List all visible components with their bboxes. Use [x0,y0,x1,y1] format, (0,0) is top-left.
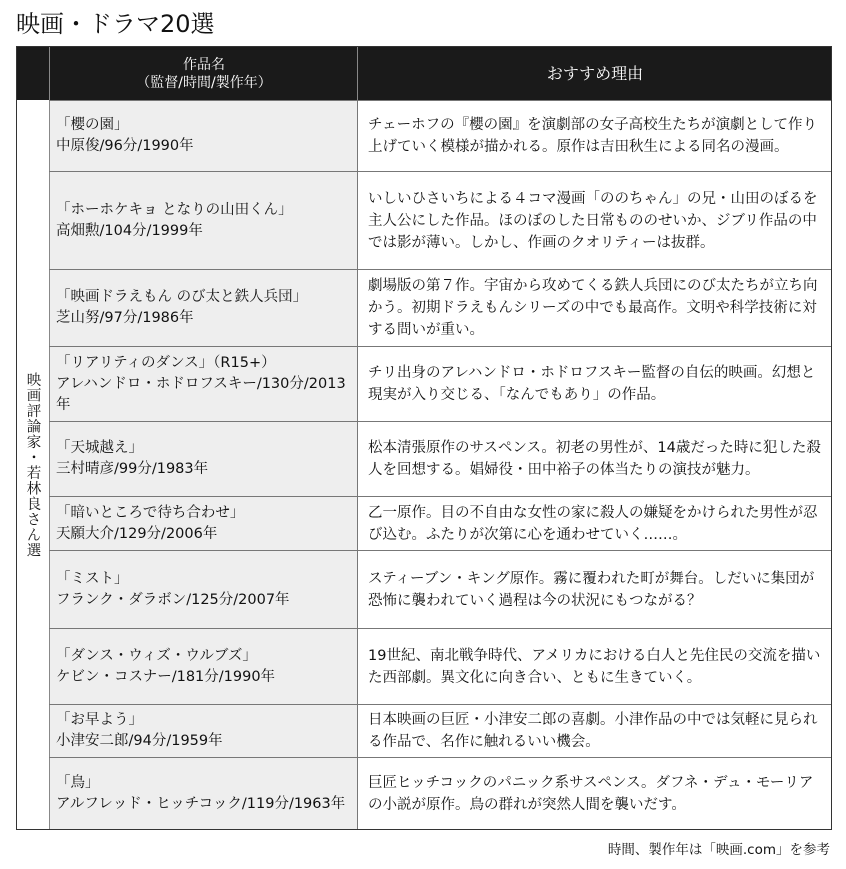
title-cell [49,270,357,346]
footnote: 時間、製作年は「映画.com」を参考 [607,842,830,858]
movie-info: 高畑勲/104分/1999年 [56,222,203,239]
table-row [49,550,831,628]
title-cell [49,551,357,628]
title-cell [49,347,357,421]
movie-info: アルフレッド・ヒッチコック/119分/1963年 [56,795,346,812]
movie-reason: 19世紀、南北戦争時代、アメリカにおける白人と先住民の交流を描いた西部劇。異文化に向き合い、ともに生きていく。 [368,647,821,686]
movie-title: 「ホーホケキョ となりの山田くん」 [56,201,293,218]
table-row [49,171,831,269]
title-cell [49,497,357,550]
movie-reason: 巨匠ヒッチコックのパニック系サスペンス。ダフネ・デュ・モーリアの小説が原作。鳥の群れが突然人間を襲いだす。 [368,774,814,813]
movie-info: アレハンドロ・ホドロフスキー/130分/2013年 [56,375,346,413]
table-row [49,100,831,171]
movie-reason: 松本清張原作のサスペンス。初老の男性が、14歳だった時に犯した殺人を回想する。娼婦役・田中裕子の体当たりの演技が魅力。 [368,440,821,478]
movie-reason: いしいひさいちによる４コマ漫画「ののちゃん」の兄・山田のぼるを主人公にした作品。ほのぼのした日常もののせいか、ジブリ作品の中では影が薄い。しかし、作画のクオリティーは抜群。 [368,190,818,251]
reason-cell [357,551,831,628]
movie-table [16,46,832,830]
table-row [49,421,831,496]
title-cell [49,758,357,829]
movie-info: 三村晴彦/99分/1983年 [56,461,209,477]
table-header [17,47,831,100]
page-title: 映画・ドラマ20選 [16,10,215,38]
reason-cell [357,705,831,757]
table-row [49,628,831,704]
side-label-text: 映画評論家・若林良さん選 [24,371,41,558]
table-row [49,269,831,346]
side-label [17,100,49,829]
reason-cell [357,629,831,704]
movie-reason: 劇場版の第７作。宇宙から攻めてくる鉄人兵団にのび太たちが立ち向かう。初期ドラえもんシリーズの中でも最高作。文明や科学技術に対する問いが重い。 [368,278,818,338]
movie-title: 「リアリティのダンス」（R15+） [56,354,276,371]
movie-info: フランク・ダラボン/125分/2007年 [56,591,290,608]
movie-reason: 日本映画の巨匠・小津安二郎の喜劇。小津作品の中では気軽に見られる作品で、名作に触れるいい機会。 [368,712,818,750]
movie-info: ケビン・コスナー/181分/1990年 [56,668,276,685]
movie-title: 「ダンス・ウィズ・ウルブズ」 [56,647,257,664]
title-cell [49,422,357,496]
reason-cell [357,422,831,496]
movie-info: 中原俊/96分/1990年 [56,138,194,154]
table-row [49,496,831,550]
title-cell [49,629,357,704]
reason-cell [357,172,831,269]
movie-reason: 乙一原作。目の不自由な女性の家に殺人の嫌疑をかけられた男性が忍び込む。ふたりが次第に心を通わせていく……。 [368,504,818,543]
movie-info: 天願大介/129分/2006年 [56,525,218,542]
reason-cell [357,758,831,829]
header-title-sublabel: （監督/時間/製作年） [136,74,272,91]
header-title-column [49,47,358,100]
movie-info: 小津安二郎/94分/1959年 [56,733,223,749]
table-row [49,757,831,829]
title-cell [49,705,357,757]
table-row [49,346,831,421]
table-row [49,704,831,757]
movie-title: 「映画ドラえもん のび太と鉄人兵団」 [56,289,308,305]
movie-title: 「鳥」 [56,774,100,791]
movie-reason: スティーブン・キング原作。霧に覆われた町が舞台。しだいに集団が恐怖に襲われていく過程は今の状況にもつながる？ [368,570,815,609]
movie-reason: チリ出身のアレハンドロ・ホドロフスキー監督の自伝的映画。幻想と現実が入り交じる、「なんでもあり」の作品。 [368,365,816,403]
movie-info: 芝山努/97分/1986年 [56,310,194,326]
title-cell [49,172,357,269]
movie-reason: チェーホフの『櫻の園』を演劇部の女子高校生たちが演劇として作り上げていく模様が描かれる。原作は吉田秋生による同名の漫画。 [368,117,818,155]
movie-title: 「お早よう」 [56,712,143,728]
movie-title: 「櫻の園」 [56,117,129,133]
reason-cell [357,270,831,346]
header-title-label: 作品名 [183,56,225,73]
movie-title: 「暗いところで待ち合わせ」 [56,504,245,521]
header-reason-column: おすすめ理由 [357,47,832,100]
movie-title: 「天城越え」 [56,440,143,456]
movie-title: 「ミスト」 [56,570,129,587]
reason-cell [357,497,831,550]
reason-cell [357,101,831,171]
title-cell [49,101,357,171]
reason-cell [357,347,831,421]
